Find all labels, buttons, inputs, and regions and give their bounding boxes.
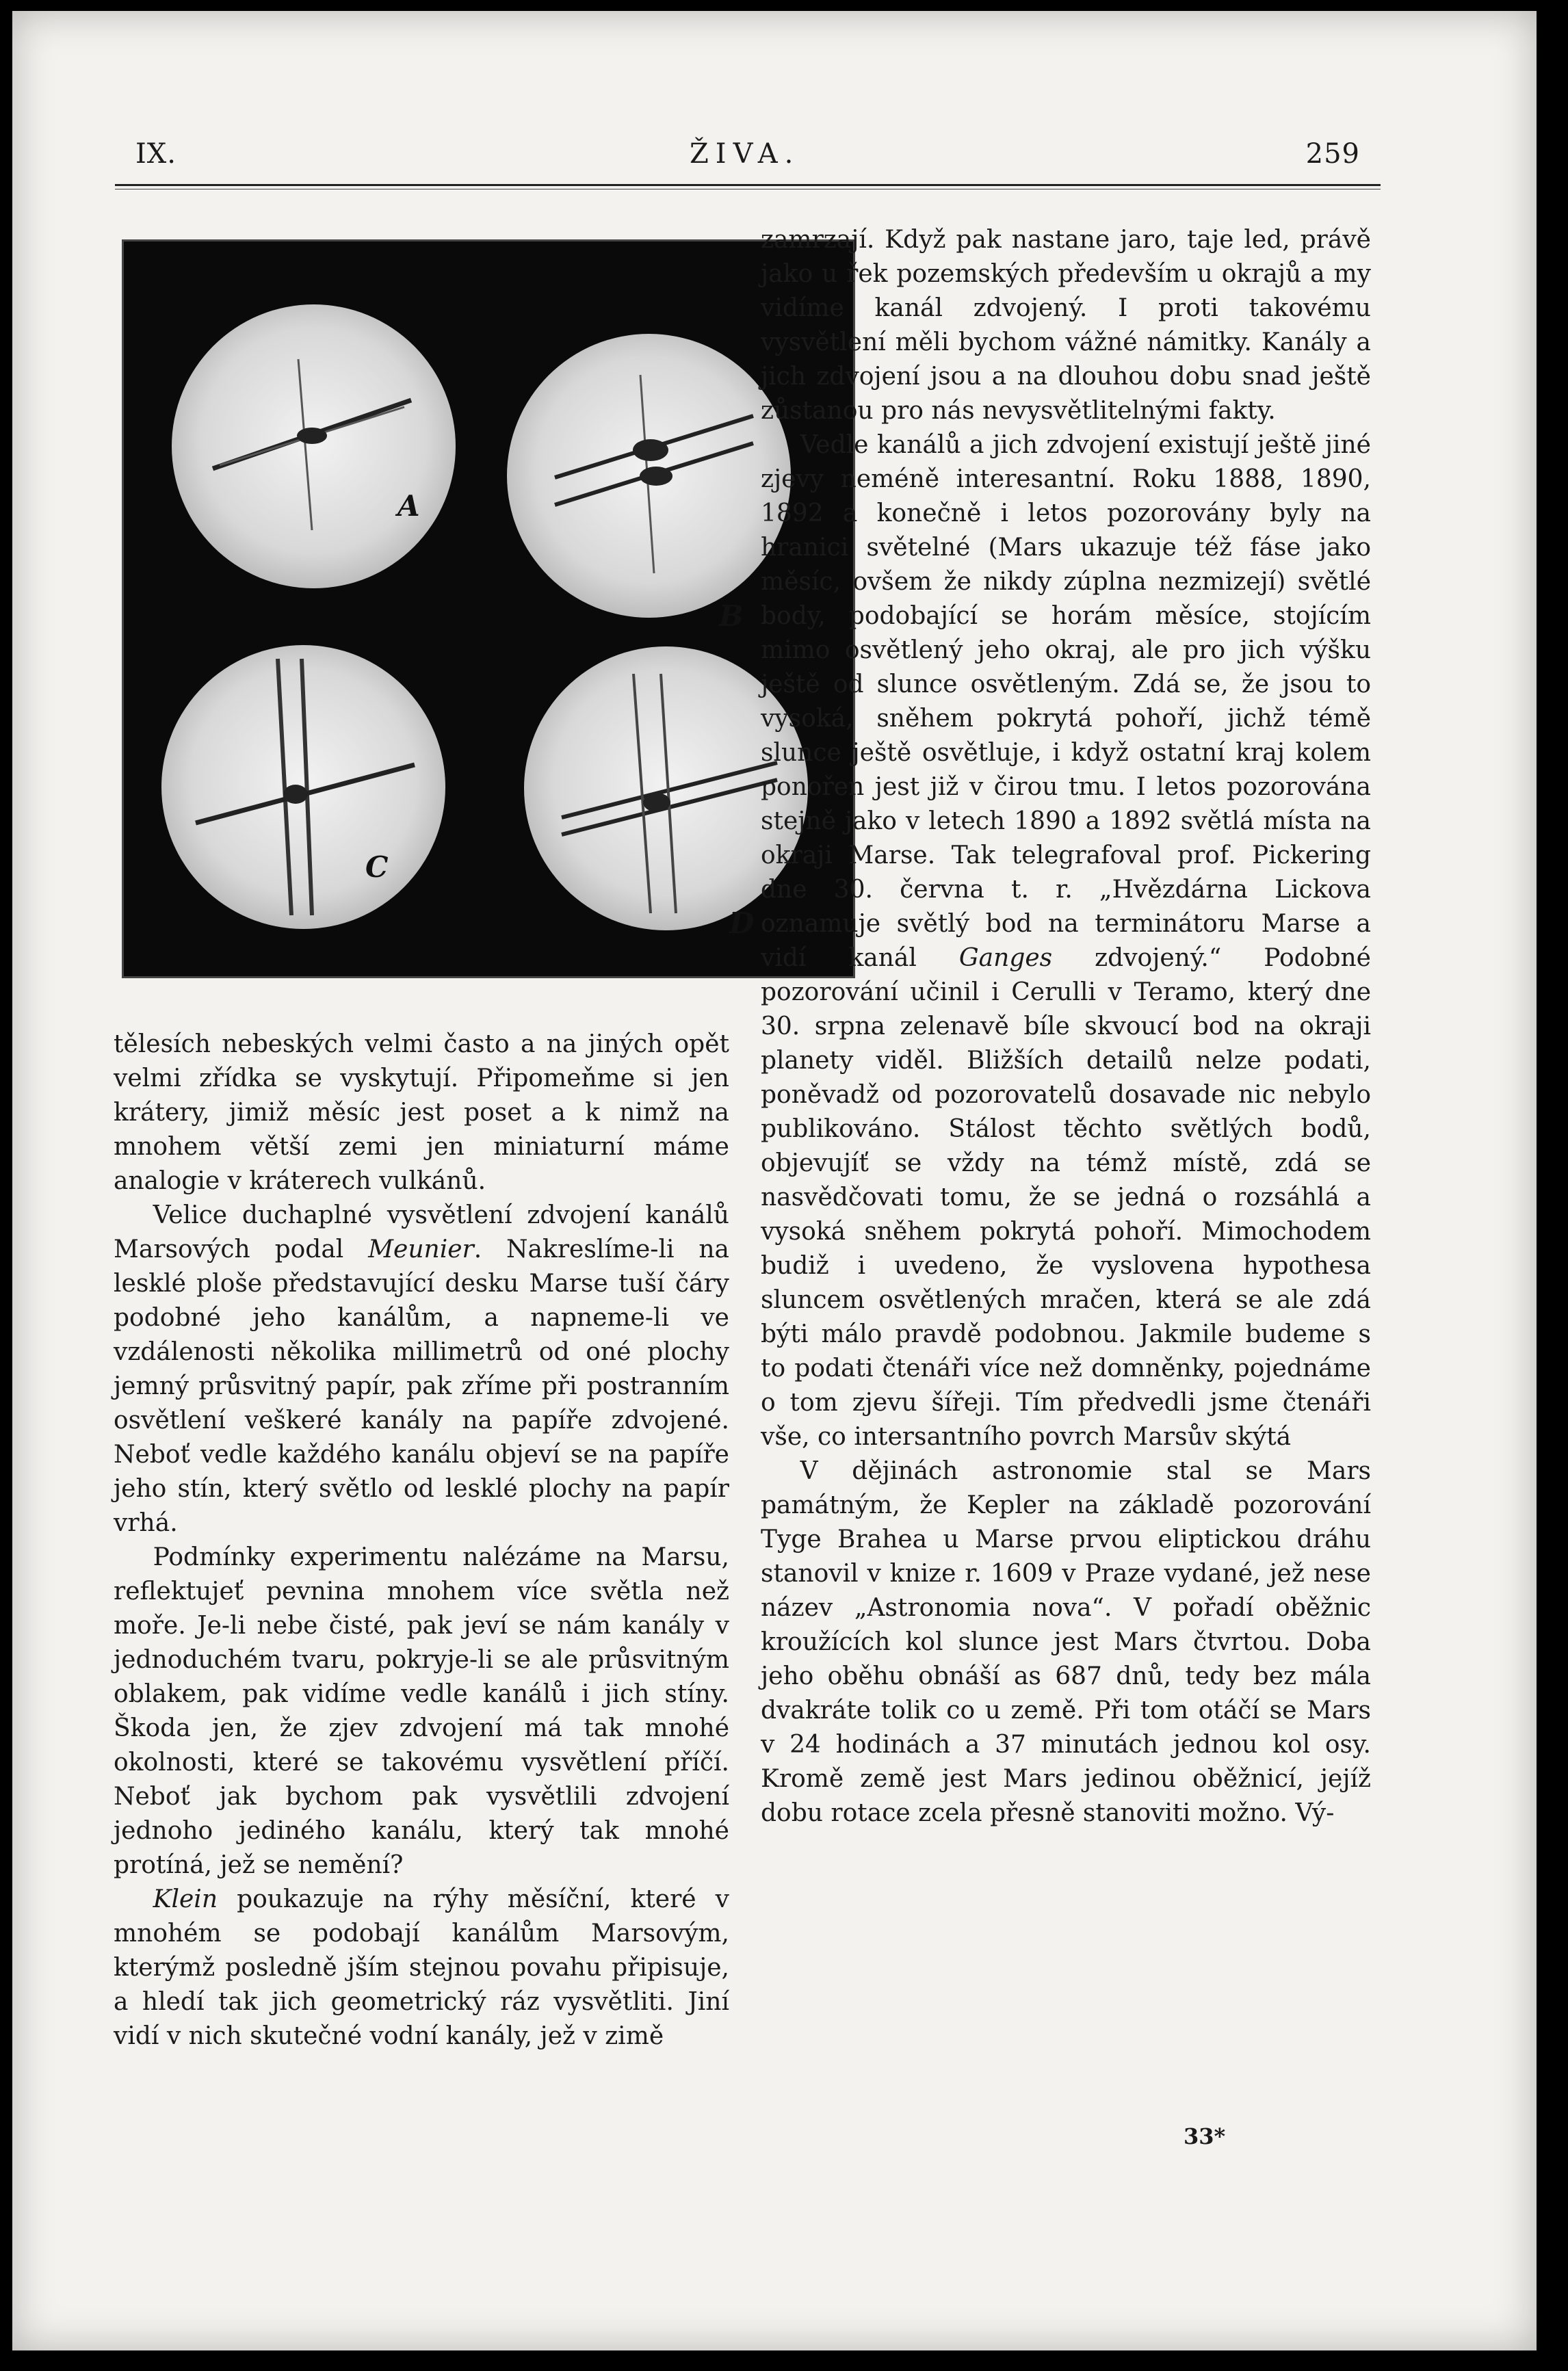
right-paragraph-3: V dějinách astronomie stal se Mars památným, že Kepler na základě pozorování Tyge Brahea u Marse prvou eliptickou dráhu stanovil v knize r. 1609 v Praze vydané, jež nese název „Astronomia nova“. V pořadí oběžnic kroužících kol slunce jest Mars čtvrtou. Doba jeho oběhu obnáší as 687 dnů, tedy bez mála dvakráte tolik co u země. Při tom otáčí se Mars v 24 hodinách a 37 minutách jednou kol osy. Kromě země jest Mars jedinou oběžnicí, jejíž dobu rotace zcela přesně stanoviti možno. Vý- [761, 1457, 1371, 1827]
disc-b [507, 334, 791, 633]
left-column [114, 1027, 729, 2054]
right-p2-end: zdvojený.“ Podobné pozorování učinil i Cerulli v Teramo, který dne 30. srpna zelenavě bíle skvoucí bod na okraji planety viděl. Bližších detailů nelze podati, poněvadž od pozorovatelů dosavade nic nebylo publikováno. Stálost těchto světlých bodů, objevujíť se vždy na témž místě, zdá se nasvědčovati tomu, že se jedná o rozsáhlá a vysoká sněhem pokrytá pohoří. Mimochodem budiž i uvedeno, že vyslovena hypothesa sluncem osvětlených mračen, která se ale zdá býti málo pravdě podobnou. Jakmile budeme s to podati čtenáři více než domněnky, pojednáme o tom zjevu šířeji. Tím předvedli jsme čtenáři vše, co intersantního povrch Marsův skýtá [761, 944, 1371, 1451]
canal-drawing-c [161, 645, 445, 929]
canal-drawing-b [507, 334, 791, 618]
disc-label-d: D [729, 906, 755, 940]
disc-label-c: C [365, 850, 389, 884]
canal-ganges: Ganges [958, 944, 1053, 972]
disc-label-a: A [397, 489, 420, 523]
right-paragraph-1: zamrzají. Když pak nastane jaro, taje led, právě jako u řek pozemských především u okrajů a my vidíme kanál zdvojený. I proti takovému vysvětlení měli bychom vážné námitky. Kanály a jich zdvojení jsou a na dlouhou dobu snad ještě zůstanou pro nás nevysvětlitelnými fakty. [761, 226, 1371, 425]
author-klein: Klein [153, 1885, 218, 1913]
left-paragraph-1: tělesích nebeských velmi často a na jiných opět velmi zřídka se vyskytují. Připomeňme si jen krátery, jimiž měsíc jest poset a k nimž na mnohem větší zemi jen miniaturní máme analogie v kráterech vulkánů. [114, 1030, 729, 1195]
disc-label-b: B [719, 599, 744, 633]
signature-mark: 33* [1184, 2123, 1226, 2149]
left-p4-text: poukazuje na rýhy měsíční, které v mnohém se podobají kanálům Marsovým, kterýmž posledně jším stejnou povahu připisuje, a hledí tak jich geometrický ráz vysvětliti. Jiní vidí v nich skutečné vodní kanály, jež v zimě [114, 1885, 729, 2050]
disc-c [161, 645, 445, 929]
right-paragraph-2 [761, 428, 1371, 1454]
volume-number: IX. [135, 138, 177, 170]
right-p2-start: Vedle kanálů a jich zdvojení existují ještě jiné zjevy neméně interesantní. Roku 1888, 1890, 1892 a konečně i letos pozorovány byly na hranici světelné (Mars ukazuje též fáse jako měsíc, ovšem že nikdy zúplna nezmizejí) světlé body, podobající se horám měsíce, stojícím mimo osvětlený jeho okraj, ale pro jich výšku ještě od slunce osvětleným. Zdá se, že jsou to vysoká, sněhem pokrytá pohoří, jichž témě slunce ještě osvětluje, i když ostatní kraj kolem ponořen jest již v čirou tmu. I letos pozorována stejně jako v letech 1890 a 1892 světlá místa na okraji Marse. Tak telegrafoval prof. Pickering dne 30. června t. r. „Hvězdárna Lickova oznamuje světlý bod na terminátoru Marse a vidí kanál [761, 431, 1371, 972]
left-paragraph-2 [114, 1198, 729, 1541]
mars-canal-figure [122, 239, 855, 978]
left-paragraph-3: Podmínky experimentu nalézáme na Marsu, reflektujeť pevnina mnohem více světla než moře. Je-li nebe čisté, pak jeví se nám kanály v jednoduchém tvaru, pokryje-li se ale průsvitným oblakem, pak vidíme vedle kanálů i jich stíny. Škoda jen, že zjev zdvojení má tak mnohé okolnosti, které se takovému vysvětlení příčí. Neboť jak bychom pak vysvětlili zdvojení jednoho jediného kanálu, který tak mnohé protíná, jež se nemění? [114, 1543, 729, 1879]
author-meunier: Meunier [368, 1235, 474, 1263]
page [12, 11, 1537, 2350]
right-column [761, 223, 1371, 1831]
left-p2-end: . Nakreslíme-li na lesklé ploše představující desku Marse tuší čáry podobné jeho kanálům, a napneme-li ve vzdálenosti několika millimetrů od oné plochy jemný průsvitný papír, pak zříme při postranním osvětlení veškeré kanály na papíře zdvojené. Neboť vedle každého kanálu objeví se na papíře jeho stín, který světlo od lesklé plochy na papír vrhá. [114, 1235, 729, 1537]
header-rule [115, 184, 1381, 186]
disc-a [172, 304, 456, 588]
left-paragraph-4 [114, 1883, 729, 2054]
journal-title: ŽIVA. [690, 138, 800, 170]
left-p2-start: Velice duchaplné vysvětlení zdvojení kanálů Marsových podal [114, 1201, 729, 1263]
page-number: 259 [1305, 138, 1360, 170]
canal-drawing-a [172, 304, 456, 588]
